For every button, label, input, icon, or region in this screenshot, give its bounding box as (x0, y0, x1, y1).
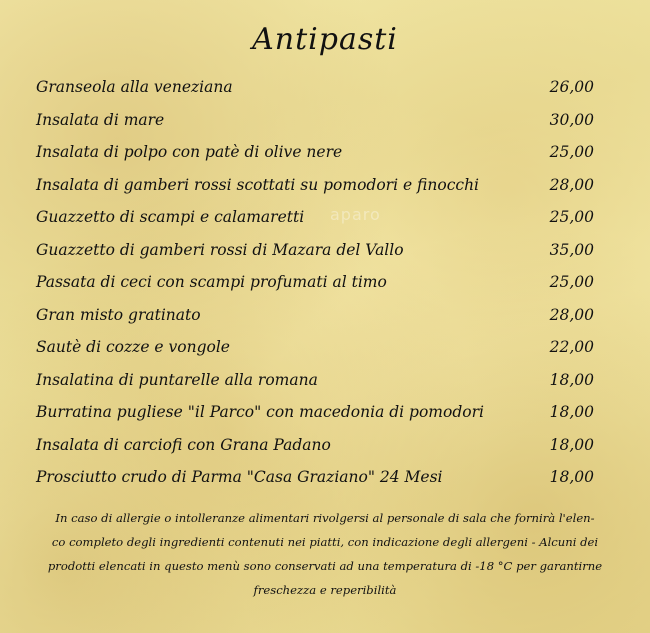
dish-price: 26,00 (549, 78, 594, 96)
dish-name: Passata di ceci con scampi profumati al timo (36, 273, 387, 291)
dish-name: Insalata di polpo con patè di olive nere (36, 143, 343, 161)
dish-price: 28,00 (549, 175, 594, 194)
dish-price: 18,00 (549, 468, 594, 486)
menu-item (36, 304, 596, 337)
dish-price: 25,00 (549, 143, 594, 161)
menu-section-title: Antipasti (252, 22, 398, 57)
dish-price: 35,00 (549, 240, 594, 259)
dish-name: Insalata di gamberi rossi scottati su pomodori e finocchi (36, 175, 480, 194)
menu-item-list (36, 76, 596, 499)
dish-price: 18,00 (549, 435, 594, 454)
dish-name: Granseola alla veneziana (36, 78, 233, 96)
menu-item (36, 271, 596, 304)
menu-item (36, 141, 596, 174)
dish-price: 25,00 (549, 273, 594, 291)
dish-price: 28,00 (549, 305, 594, 324)
dish-name: Prosciutto crudo di Parma "Casa Graziano" 24 Mesi (36, 468, 443, 486)
dish-name: Gran misto gratinato (36, 305, 201, 324)
menu-item (36, 434, 596, 467)
dish-price: 22,00 (549, 338, 594, 356)
menu-item (36, 109, 596, 142)
allergen-notice-line: In caso di allergie o intolleranze alimentari rivolgersi al personale di sala che fornirà l'elen- (55, 511, 595, 525)
dish-price: 18,00 (549, 403, 594, 421)
dish-name: Insalatina di puntarelle alla romana (36, 370, 318, 389)
menu-item (36, 401, 596, 434)
dish-price: 18,00 (549, 370, 594, 389)
allergen-notice-line: freschezza e reperibilità (253, 583, 397, 597)
dish-price: 30,00 (549, 110, 594, 129)
dish-price: 25,00 (549, 208, 594, 226)
dish-name: Guazzetto di gamberi rossi di Mazara del Vallo (36, 240, 404, 259)
menu-item (36, 239, 596, 272)
allergen-notice-line: co completo degli ingredienti contenuti nei piatti, con indicazione degli allergeni - Alcuni dei (51, 535, 599, 549)
dish-name: Insalata di carciofi con Grana Padano (36, 435, 331, 454)
allergen-notice-line: prodotti elencati in questo menù sono conservati ad una temperatura di -18 °C per garantirne (47, 559, 603, 573)
dish-name: Insalata di mare (36, 110, 165, 129)
menu-item (36, 76, 596, 109)
dish-name: Burratina pugliese "il Parco" con macedonia di pomodori (36, 403, 484, 421)
menu-item (36, 174, 596, 207)
allergen-notice (28, 506, 622, 602)
dish-name: Sautè di cozze e vongole (36, 338, 230, 356)
menu-item (36, 336, 596, 369)
menu-item (36, 206, 596, 239)
watermark: aparo (330, 205, 381, 224)
menu-item (36, 369, 596, 402)
dish-name: Guazzetto di scampi e calamaretti (36, 208, 305, 226)
menu-item (36, 466, 596, 499)
